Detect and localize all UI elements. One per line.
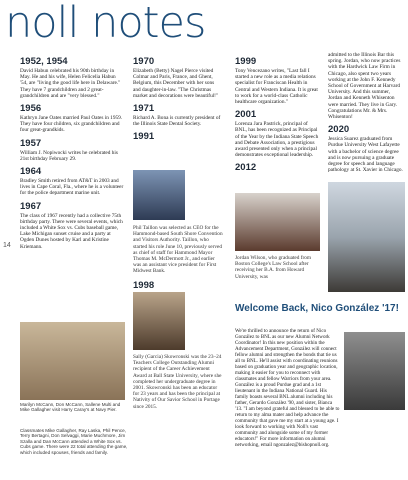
year-heading: 1957 (20, 137, 42, 149)
portrait-phil-taillon (133, 170, 185, 220)
class-note: David Habun celebrated his 90th birthday in May. He and his wife, Helen Felicelia Habun '54, are "living the good life here in Delaware." They have 7 grandchildren and 2 great-grandchildren and are "very blessed." (20, 68, 121, 99)
class-note: Phil Taillon was selected as CEO for the Hammond-based South Shore Convention and Visitors Authority. Taillon, who started his role June 10, previously served as chief of staff for Hammond Mayor Thomas M. McDermott Jr., and earlier was an assistant vice president for First Midwest Bank. (133, 225, 223, 275)
year-heading: 1952, 1954 (20, 56, 68, 67)
year-heading: 2020 (328, 124, 350, 136)
class-note: Jessica Suarez graduated from Purdue University West Lafayette with a bachelor of science degree and is now pursuing a graduate degree for speech and language pathology at St. Xavier in Chicago. (328, 136, 403, 174)
year-heading: 1956 (20, 103, 42, 115)
year-heading: 1999 (235, 56, 257, 67)
year-heading: 1998 (133, 280, 155, 291)
class-notes-column-2 (133, 52, 223, 143)
class-note: Lorenza Jara Pastrick, principal of BNL, has been recognized as Principal of the Year by the Indiana State Speech and Debate Association, a prestigious award presented only when a principal demonstrates exceptional leadership. (235, 121, 319, 159)
class-note: William J. Nopiwocki writes he celebrated his 21st birthday February 29. (20, 149, 118, 162)
section-title: noll notes (5, 0, 206, 48)
year-heading: 2001 (235, 109, 257, 121)
portrait-jordan-wilson (235, 193, 320, 251)
year-heading: 1964 (20, 166, 42, 178)
welcome-title: Welcome Back, Nico González '17! (235, 303, 399, 314)
year-heading: 2012 (235, 162, 257, 174)
class-note: Kathryn Jane Oates married Paul Oates in 1959. They have four children, six grandchildren and four great-grandkids. (20, 115, 123, 134)
class-note: Jordan Wilson, who graduated from Boston College's Law School after receiving her B.A. from Howard University, was (235, 255, 312, 280)
photo-jessica-suarez-graduation (328, 182, 405, 292)
page-number: 14 (3, 242, 11, 249)
class-note: Bradley Smith retired from AT&T in 2003 and lives in Cape Coral, Fla., where he is a volunteer for the police department marine unit. (20, 178, 124, 197)
class-note: Sally (Garcia) Skowronski was the 23–24 Teachers College Outstanding Alumni recipient of the Career Achievement Award at Ball State University, where she completed her undergraduate degree in 2001. Skowronski has been an educator for 23 years and has been the principal at Nativity of Our Savior School in Portage since 2015. (133, 354, 222, 410)
year-heading: 1971 (133, 103, 155, 115)
class-notes-column-4 (328, 52, 404, 176)
class-note: Elizabeth (Betty) Nagel Pierce visited Colmar and Paris, France, and Ghent, Belgium, this December with her sons and daughter-in-law. "The Christmas market and decorations were beautiful!" (133, 68, 219, 99)
masthead (0, 2, 408, 46)
class-notes-column-3 (235, 52, 320, 174)
class-notes-column-1 (20, 52, 124, 253)
portrait-sally-skowronski (133, 292, 185, 350)
class-photo-navy-pier (20, 322, 125, 400)
year-heading: 1991 (133, 131, 155, 143)
welcome-body: We're thrilled to announce the return of Nico González to BNL as our new Alumni Network Coordinator! In this new position within the Advancement Department, González will connect fellow alumni and strengthen the bonds that tie us all to BNL. He'll assist with coordinating reunions based on graduation year and geographic location, making it easier for you to reconnect with classmates and fellow Warriors from your area. González is a proud Purdue grad and a 1st lieutenant in the Indiana National Guard. His family boasts several BNL alumni including his father, Gerardo González '90, and sister, Bianca '13. "I am beyond grateful and blessed to be able to return to my alma mater and help advance the community that gave me my start at a young age. I look forward to working with Noll's vast community and alongside some of my former educators!" For more information on alumni networking, email ngonzalez@bishopnoll.org. (235, 328, 340, 448)
welcome-feature (235, 303, 405, 314)
photo-caption: Marilyn McCann, Don McCann, Sallene Multi and Mike Gallagher visit Harry Caray's at Navy Pier. (20, 402, 121, 413)
class-note: The class of 1967 recently had a collective 75th birthday party. There were several events, which included a White Sox vs. Cubs baseball game, Lake Michigan sunset cruise and a party at Ogden Dunes hosted by Karl and Kristine Kriemann. (20, 212, 123, 250)
year-heading: 1970 (133, 56, 155, 67)
photo-caption: Classmates Mike Gallagher, Ray Laska, Phil Pence, Terry Bertagni, Don Selvaggi, Marie Muchmore, Jim Szalla and Dan McCann attended a White Sox vs. Cubs game. There were 22 total attending the game, which included spouses, friends and family. (20, 428, 128, 455)
class-note: Tony Vencezano writes, "Last fall I started a new role as a media relations specialist for Franciscan Health in Central and Western Indiana. It is great to work for a world-class Catholic healthcare organization." (235, 68, 318, 106)
class-note: Richard A. Bona is currently president of the Illinois State Dental Society. (133, 115, 221, 128)
year-heading: 1967 (20, 200, 42, 212)
portrait-nico-gonzalez (344, 332, 405, 410)
class-note: admitted to the Illinois Bar this spring. Jordan, who now practices with the Hardwick Law Firm in Chicago, also spent two years working at the John F. Kennedy School of Government at Harvard University. And this summer, Jordan and Kenneth Whisenton were married. They live in Gary. Congratulations Mr. & Mrs. Whisenton! (328, 52, 401, 121)
